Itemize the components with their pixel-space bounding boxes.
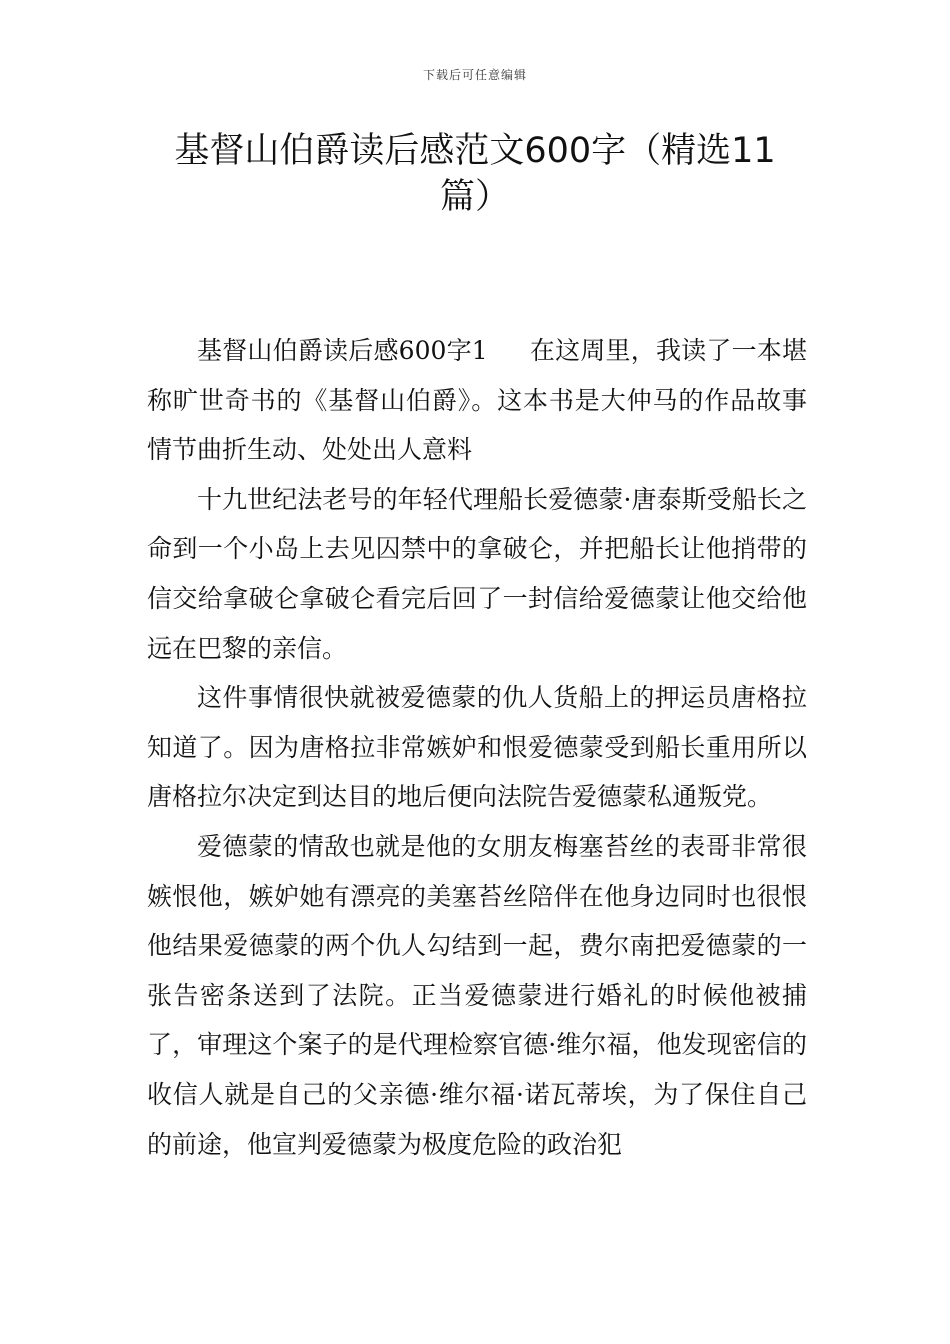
paragraph-1 (147, 326, 807, 475)
header-note: 下载后可任意编辑 (422, 68, 527, 82)
document-body (147, 326, 807, 1169)
paragraph-2: 十九世纪法老号的年轻代理船长爱德蒙·唐泰斯受船长之命到一个小岛上去见囚禁中的拿破仑，并把船长让他捎带的信交给拿破仑拿破仑看完后回了一封信给爱德蒙让他交给他远在巴黎的亲信。 (147, 484, 807, 663)
page-title: 基督山伯爵读后感范文600字（精选11篇） (174, 131, 776, 217)
section-heading: 基督山伯爵读后感600字1 (197, 336, 488, 365)
paragraph-4: 爱德蒙的情敌也就是他的女朋友梅塞苔丝的表哥非常很嫉恨他，嫉妒她有漂亮的美塞苔丝陪伴在他身边同时也很恨他结果爱德蒙的两个仇人勾结到一起，费尔南把爱德蒙的一张告密条送到了法院。正当爱德蒙进行婚礼的时候他被捕了，审理这个案子的是代理检察官德·维尔福，他发现密信的收信人就是自己的父亲德·维尔福·诺瓦蒂埃，为了保住自己的前途，他宣判爱德蒙为极度危险的政治犯 (147, 831, 807, 1159)
paragraph-text: 在这周里，我读了一本堪称旷世奇书的《基督山伯爵》。这本书是大仲马的作品故事情节曲折生动、处处出人意料 (147, 336, 807, 465)
paragraph-3: 这件事情很快就被爱德蒙的仇人货船上的押运员唐格拉知道了。因为唐格拉非常嫉妒和恨爱德蒙受到船长重用所以唐格拉尔决定到达目的地后便向法院告爱德蒙私通叛党。 (147, 683, 807, 812)
